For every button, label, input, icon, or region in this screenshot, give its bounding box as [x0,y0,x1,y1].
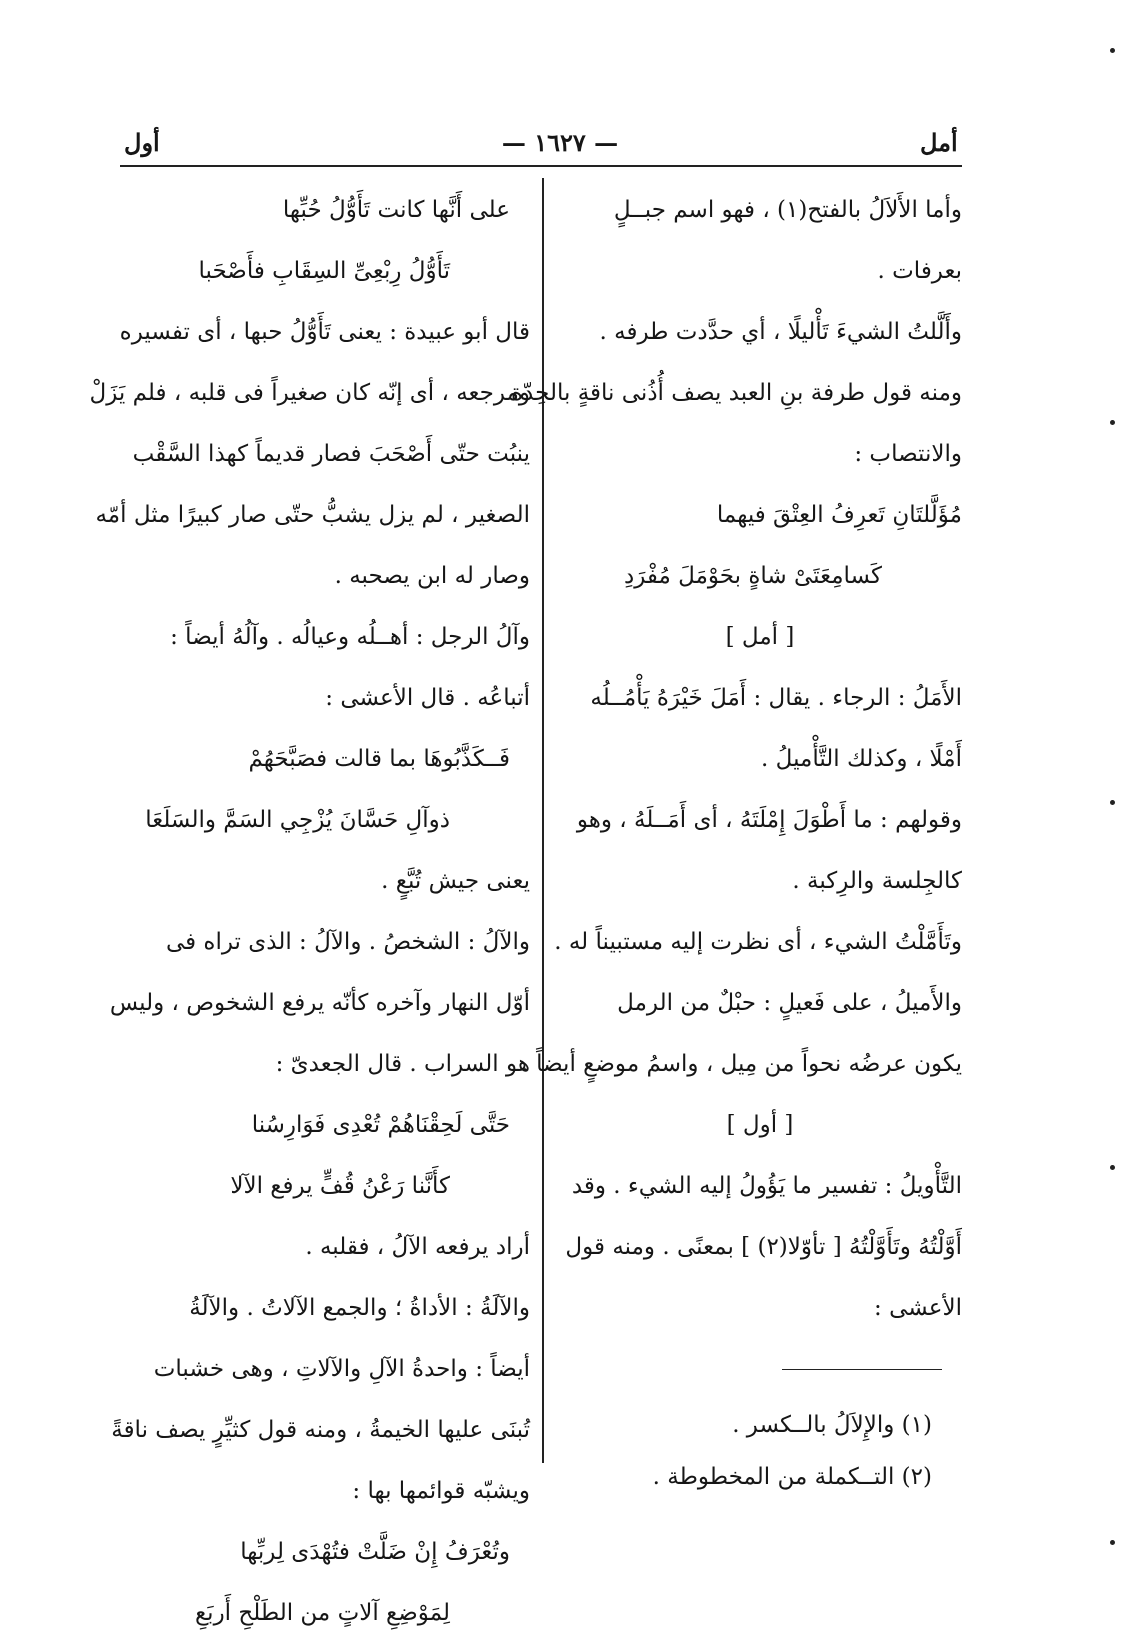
right-column [511,180,962,1503]
text-line: والآلُ : الشخصُ . والآلُ : الذى تراه فى [165,929,530,955]
verse-line: وتُعْرَفُ إِنْ ضَلَّتْ فتُهْدَى لِربِّها [240,1539,510,1565]
text-line: وأما الأَلاَلُ بالفتح(١) ، فهو اسم جبــلٍ [613,197,962,223]
scan-mark [1110,800,1115,805]
text-line: وصار له ابن يصحبه . [334,563,530,589]
text-line: كالجِلسة والرِكبة . [792,868,962,894]
text-line: قال أبو عبيدة : يعنى تَأَوُّلُ حبها ، أى تفسيره [119,319,530,345]
scan-mark [1110,420,1115,425]
scan-mark [1110,1165,1115,1170]
text-line: التَّأْويلُ : تفسير ما يَؤُولُ إليه الشيء . وقد [571,1173,962,1199]
verse-line: مُؤَلَّلتَانِ تَعرِفُ العِتْقَ فيهما [716,502,962,528]
text-line: أوّل النهار وآخره كأنّه يرفع الشخوص ، وليس [109,990,530,1016]
text-line: الأعشى : [874,1295,962,1321]
text-line: أَمْلًا ، وكذلك التَّأْميلُ . [761,746,962,772]
verse-line: كأَنَّنا رَعْنُ قُفٍّ يرفع الآلا [230,1173,450,1199]
text-line: الأَمَلُ : الرجاء . يقال : أَمَلَ خَيْرَهُ يَأْمُــلُه [590,685,962,711]
verse-line: فَــكَذَّبُوهَا بما قالت فصَبَّحَهُمْ [248,746,510,772]
text-line: ومرجعه ، أى إنّه كان صغيراً فى قلبه ، فلم يَزَلْ [89,380,530,406]
header-left-keyword: أول [124,128,160,157]
page-header [0,128,1123,168]
text-line: أَوَّلْتُهُ وتَأَوَّلْتُهُ [ تأوّلا(٢) ] بمعنًى . ومنه قول [565,1234,962,1260]
verse-line: حَتَّى لَحِقْنَاهُمْ تُعْدِى فَوَارِسُنا [251,1112,510,1138]
verse-line: على أَنَّها كانت تَأَوُّلُ حُبِّها [282,197,510,223]
verse-line: تَأَوُّلُ رِبْعِىِّ السِقَابِ فأَصْحَبا [198,258,450,284]
entry-heading-amal: [ أمل ] [725,624,795,650]
page-number: — ١٦٢٧ — [501,128,619,157]
left-column [89,180,530,1644]
text-line: والآلَةُ : الأداةُ ؛ والجمع الآلاتُ . والآلَةُ [189,1295,530,1321]
text-line: أتباعُه . قال الأعشى : [325,685,530,711]
text-line: ومنه قول طرفة بنِ العبد يصف أُذُنى ناقةٍ بالحِدّة [511,380,962,406]
verse-line: ذوآلِ حَسَّانَ يُزْجِي السَمَّ والسَلَعَا [145,807,450,833]
text-line: وأَلَّلتُ الشيءَ تَأْليلًا ، أي حدَّدت طرفه . [599,319,962,345]
verse-line: لِمَوْضِعِ آلاتٍ من الطَلْحِ أَربَعِ [194,1600,450,1626]
text-line: يعنى جيش تُبَّعٍ . [381,868,530,894]
scan-mark [1110,48,1115,53]
text-line: وآلُ الرجل : أهــلُه وعيالُه . وآلُهُ أيضاً : [170,624,530,650]
text-line: تُبنَى عليها الخيمةُ ، ومنه قول كثيِّرٍ يصف ناقةً [111,1417,530,1443]
text-line: الصغير ، لم يزل يشبُّ حتّى صار كبيرًا مثل أمّه [95,502,530,528]
entry-heading-awl: [ أول ] [726,1112,794,1138]
text-line: والانتصاب : [854,441,962,467]
scan-mark [1110,1540,1115,1545]
text-line: وقولهم : ما أَطْوَلَ إِمْلَتَهُ ، أى أَمَــلَهُ ، وهو [576,807,962,833]
verse-line: كَسامِعَتَىْ شاةٍ بحَوْمَلَ مُفْرَدِ [623,563,882,589]
text-line: هو السراب . قال الجعدىّ : [275,1051,530,1077]
text-line: وتَأَمَّلْتُ الشيء ، أى نظرت إليه مستبيناً له . [554,929,962,955]
text-line: أيضاً : واحدةُ الآلِ والآلاتِ ، وهى خشبات [153,1356,530,1382]
text-line: ويشبّه قوائمها بها : [352,1478,530,1504]
header-right-keyword: أمل [920,128,958,157]
footnote: (٢) التــكملة من المخطوطة . [652,1464,932,1490]
text-line: والأَميلُ ، على فَعيلٍ : حبْلٌ من الرمل [617,990,962,1016]
text-line: ينبُت حتّى أَصْحَبَ فصار قديماً كهذا السَّقْب [132,441,530,467]
text-line: بعرفات . [877,258,962,284]
text-line: أراد يرفعه الآلُ ، فقلبه . [305,1234,530,1260]
footnote-rule [558,1339,962,1399]
text-line: يكون عرضُه نحواً من مِيل ، واسمُ موضعٍ أيضاً . [521,1051,962,1077]
footnote: (١) والإِلاَلُ بالــكسر . [732,1412,932,1438]
header-rule [120,165,962,167]
